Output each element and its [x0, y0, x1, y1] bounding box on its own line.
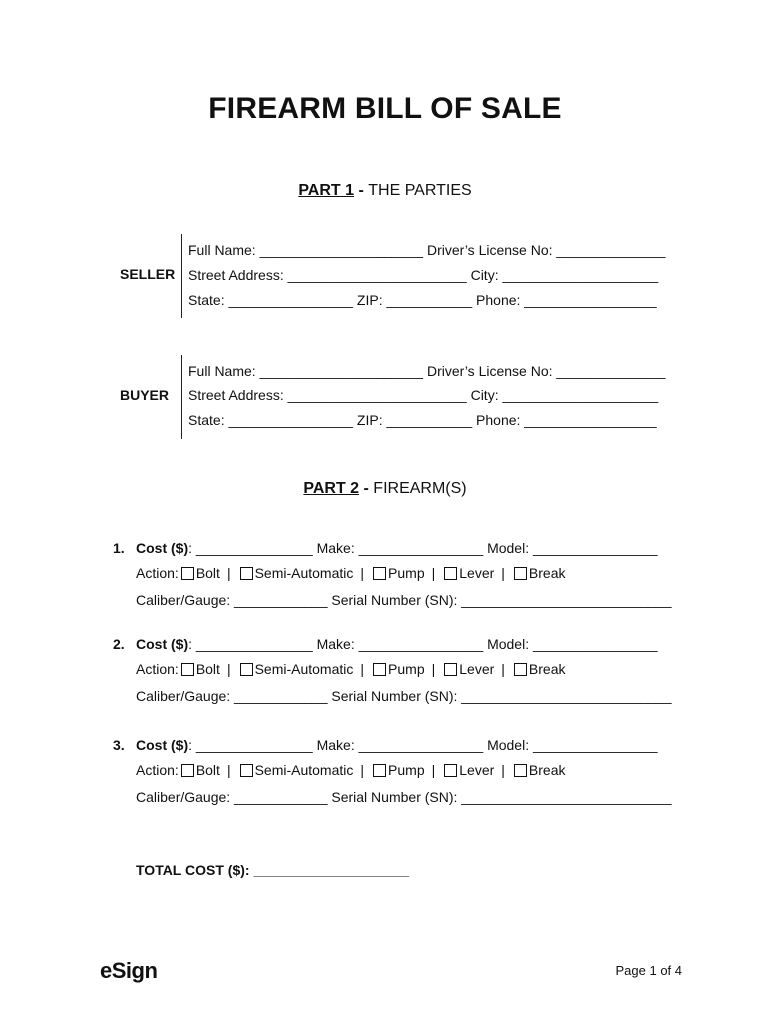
- seller-state-zip-phone-line[interactable]: State: ________________ ZIP: ___________ Phone: _________________: [188, 292, 657, 308]
- action-row: [136, 661, 566, 677]
- document-title: FIREARM BILL OF SALE: [208, 92, 562, 125]
- cost-make-model-fields[interactable]: : _______________ Make: ________________ Model: ________________: [188, 636, 658, 652]
- cost-label: Cost ($): [136, 540, 189, 556]
- seller-divider: [181, 234, 182, 318]
- part2-label: PART 2: [303, 480, 360, 497]
- part1-heading: [0, 182, 770, 200]
- option-label: Semi-Automatic: [254, 661, 354, 677]
- option-label: Semi-Automatic: [254, 565, 354, 581]
- pump-checkbox[interactable]: [373, 663, 386, 676]
- break-checkbox[interactable]: [514, 663, 527, 676]
- option-label: Pump: [388, 565, 425, 581]
- buyer-label: BUYER: [120, 387, 170, 403]
- total-cost-line[interactable]: TOTAL COST ($): ____________________: [136, 862, 410, 878]
- pump-checkbox[interactable]: [373, 567, 386, 580]
- part1-dash: -: [354, 182, 369, 199]
- firearm-number: 3.: [113, 737, 125, 753]
- action-row: [136, 762, 566, 778]
- part2-heading: [0, 480, 770, 498]
- separator: |: [226, 565, 231, 581]
- firearm-number: 2.: [113, 636, 125, 652]
- separator: |: [360, 565, 365, 581]
- esign-logo: eSign: [100, 958, 158, 983]
- bolt-checkbox[interactable]: [181, 764, 194, 777]
- firearm-number: 1.: [113, 540, 125, 556]
- lever-checkbox[interactable]: [444, 764, 457, 777]
- buyer-state-zip-phone-line[interactable]: State: ________________ ZIP: ___________ Phone: _________________: [188, 412, 657, 428]
- option-label: Bolt: [195, 661, 220, 677]
- cost-label: Cost ($): [136, 636, 189, 652]
- bolt-checkbox[interactable]: [181, 567, 194, 580]
- option-label: Pump: [388, 661, 425, 677]
- part1-label: PART 1: [298, 182, 355, 199]
- seller-address-city-line[interactable]: Street Address: _______________________ City: ____________________: [188, 267, 659, 283]
- action-label: Action:: [136, 565, 179, 581]
- separator: |: [360, 661, 365, 677]
- buyer-name-license-line[interactable]: Full Name: _____________________ Driver’s License No: ______________: [188, 363, 666, 379]
- semi-automatic-checkbox[interactable]: [240, 663, 253, 676]
- bolt-checkbox[interactable]: [181, 663, 194, 676]
- buyer-address-city-line[interactable]: Street Address: _______________________ City: ____________________: [188, 387, 659, 403]
- separator: |: [431, 565, 436, 581]
- part2-dash: -: [359, 480, 374, 497]
- semi-automatic-checkbox[interactable]: [240, 764, 253, 777]
- option-label: Break: [528, 661, 566, 677]
- separator: |: [431, 661, 436, 677]
- cost-label: Cost ($): [136, 737, 189, 753]
- action-label: Action:: [136, 661, 179, 677]
- option-label: Break: [528, 762, 566, 778]
- firearm-cost-make-model-line[interactable]: [136, 540, 658, 556]
- part1-title: THE PARTIES: [368, 182, 472, 199]
- buyer-divider: [181, 355, 182, 439]
- caliber-serial-line[interactable]: Caliber/Gauge: ____________ Serial Number (SN): ___________________________: [136, 789, 672, 805]
- separator: |: [501, 762, 505, 778]
- option-label: Break: [528, 565, 566, 581]
- option-label: Lever: [459, 565, 495, 581]
- pump-checkbox[interactable]: [373, 764, 386, 777]
- lever-checkbox[interactable]: [444, 663, 457, 676]
- option-label: Lever: [459, 661, 495, 677]
- break-checkbox[interactable]: [514, 567, 527, 580]
- separator: |: [501, 565, 505, 581]
- separator: |: [226, 762, 231, 778]
- seller-label: SELLER: [120, 266, 176, 282]
- firearm-cost-make-model-line[interactable]: [136, 636, 658, 652]
- caliber-serial-line[interactable]: Caliber/Gauge: ____________ Serial Number (SN): ___________________________: [136, 688, 672, 704]
- semi-automatic-checkbox[interactable]: [240, 567, 253, 580]
- page-number: Page 1 of 4: [615, 963, 682, 978]
- separator: |: [360, 762, 365, 778]
- option-label: Bolt: [195, 565, 220, 581]
- separator: |: [501, 661, 505, 677]
- action-row: [136, 565, 566, 581]
- action-label: Action:: [136, 762, 179, 778]
- lever-checkbox[interactable]: [444, 567, 457, 580]
- option-label: Lever: [459, 762, 495, 778]
- firearm-cost-make-model-line[interactable]: [136, 737, 658, 753]
- caliber-serial-line[interactable]: Caliber/Gauge: ____________ Serial Number (SN): ___________________________: [136, 592, 672, 608]
- break-checkbox[interactable]: [514, 764, 527, 777]
- option-label: Bolt: [195, 762, 220, 778]
- cost-make-model-fields[interactable]: : _______________ Make: ________________ Model: ________________: [188, 540, 658, 556]
- option-label: Pump: [388, 762, 425, 778]
- cost-make-model-fields[interactable]: : _______________ Make: ________________ Model: ________________: [188, 737, 658, 753]
- separator: |: [431, 762, 436, 778]
- seller-name-license-line[interactable]: Full Name: _____________________ Driver’s License No: ______________: [188, 242, 666, 258]
- part2-title: FIREARM(S): [373, 480, 467, 497]
- option-label: Semi-Automatic: [254, 762, 354, 778]
- separator: |: [226, 661, 231, 677]
